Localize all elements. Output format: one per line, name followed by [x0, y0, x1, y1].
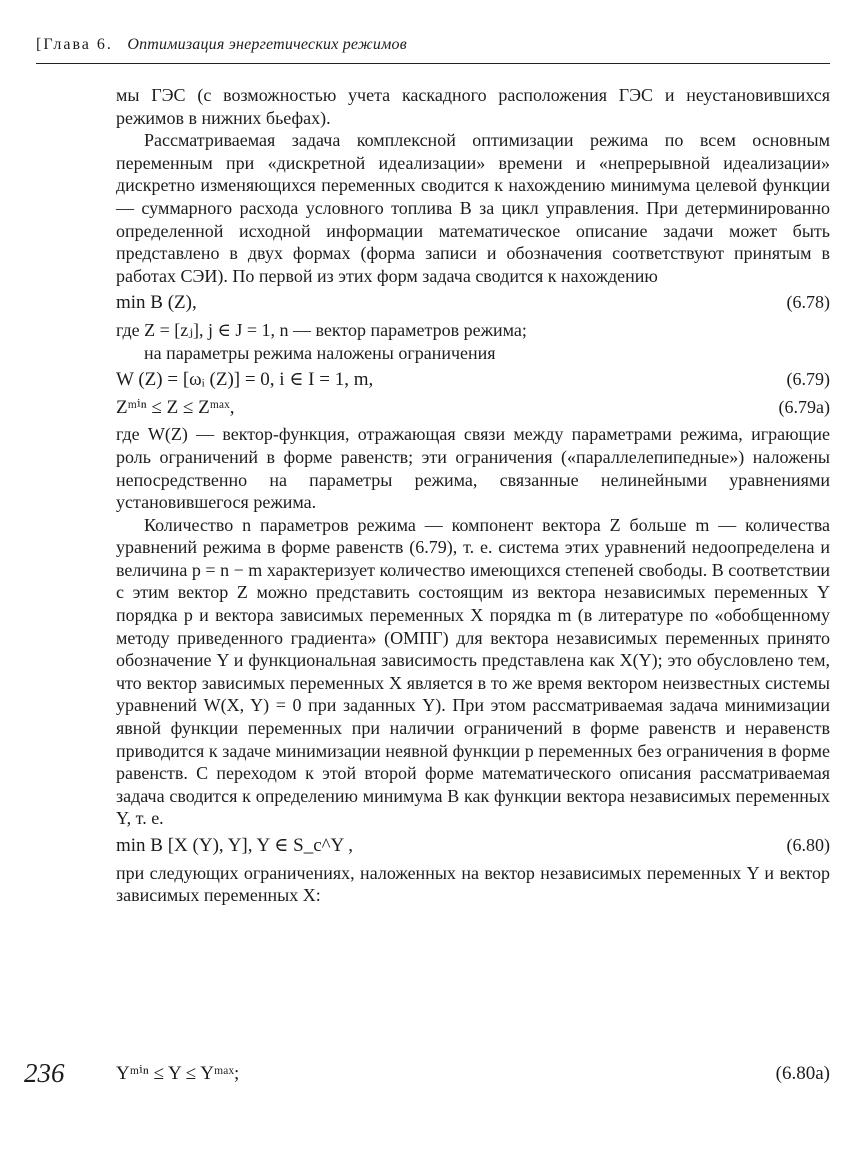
- header-rule: [36, 63, 830, 64]
- formula-6-80: [116, 834, 830, 858]
- chapter-label: [Глава 6.: [36, 36, 113, 53]
- formula-expression: min B [X (Y), Y], Y ∈ S_c^Y ,: [116, 835, 354, 856]
- page-number: 236: [24, 1058, 65, 1088]
- paragraph-4: на параметры режима наложены ограничения: [144, 342, 496, 363]
- formula-expression: W (Z) = [ωᵢ (Z)] = 0, i ∈ I = 1, m,: [116, 369, 374, 391]
- formula-number: (6.79a): [778, 396, 830, 417]
- formula-number: (6.78): [786, 292, 830, 313]
- paragraph-7: при следующих ограничениях, наложенных на вектор независимых переменных Y и вектор зависимых переменных X:: [116, 862, 830, 906]
- page-body: [116, 84, 830, 907]
- paragraph-6: Количество n параметров режима — компонент вектора Z больше m — количества уравнений режима в форме равенств (6.79), т. е. система этих уравнений недоопределена и величина p = n − m характеризует количество имеющихся степеней свободы. В соответствии с этим вектор Z можно представить состоящим из вектора независимых переменных Y порядка p и вектора зависимых переменных X порядка m (в литературе по «обобщенному методу приведенного градиента» (ОМПГ) для вектора независимых переменных принято обозначение Y и функциональная зависимость представлена как X(Y); это обусловлено тем, что вектор зависимых переменных X является в то же время вектором неизвестных системы уравнений W(X, Y) = 0 при заданных Y). При этом рассматриваемая задача минимизации явной функции переменных при наличии ограничений в форме равенств и неравенств приводится к задаче минимизации неявной функции p переменных без ограничения в форме равенств. С переходом к этой второй форме математического описания рассматриваемая задача сводится к определению минимума B как функции вектора независимых переменных Y, т. е.: [116, 514, 830, 829]
- formula-number: (6.80a): [775, 1063, 830, 1084]
- formula-expression: Zᵐⁱⁿ ≤ Z ≤ Zᵐᵃˣ,: [116, 396, 235, 418]
- formula-6-78: [116, 291, 830, 315]
- formula-6-79: [116, 368, 830, 392]
- formula-6-79a: [116, 396, 830, 420]
- paragraph-3: где Z = [zⱼ], j ∈ J = 1, n — вектор параметров режима;: [116, 319, 527, 340]
- paragraph-5: где W(Z) — вектор-функция, отражающая связи между параметрами режима, играющие роль ограничений в форме равенств; эти ограничения («параллелепипедные») наложены непосредственно на параметры режима, связанные нелинейными уравнениями установившегося режима.: [116, 424, 830, 513]
- paragraph-1: мы ГЭС (с возможностью учета каскадного расположения ГЭС и неустановившихся режимов в нижних бьефах).: [116, 85, 830, 128]
- formula-6-80a: [116, 1062, 830, 1085]
- paragraph-2: Рассматриваемая задача комплексной оптимизации режима по всем основным переменным при «дискретной идеализации» времени и «непрерывной идеализации» дискретно изменяющихся переменных сводится к нахождению минимума целевой функции — суммарного расхода условного топлива B за цикл управления. При детерминированно определенной исходной информации математическое описание задачи может быть представлено в двух формах (форма записи и обозначения соответствуют принятым в работах СЭИ). По первой из этих форм задача сводится к нахождению: [116, 130, 830, 286]
- running-header: [36, 36, 830, 54]
- formula-expression: Yᵐⁱⁿ ≤ Y ≤ Yᵐᵃˣ;: [116, 1063, 240, 1084]
- chapter-title: Оптимизация энергетических режимов: [127, 36, 407, 53]
- formula-number: (6.80): [786, 835, 830, 855]
- formula-expression: min B (Z),: [116, 292, 197, 314]
- formula-number: (6.79): [786, 369, 830, 390]
